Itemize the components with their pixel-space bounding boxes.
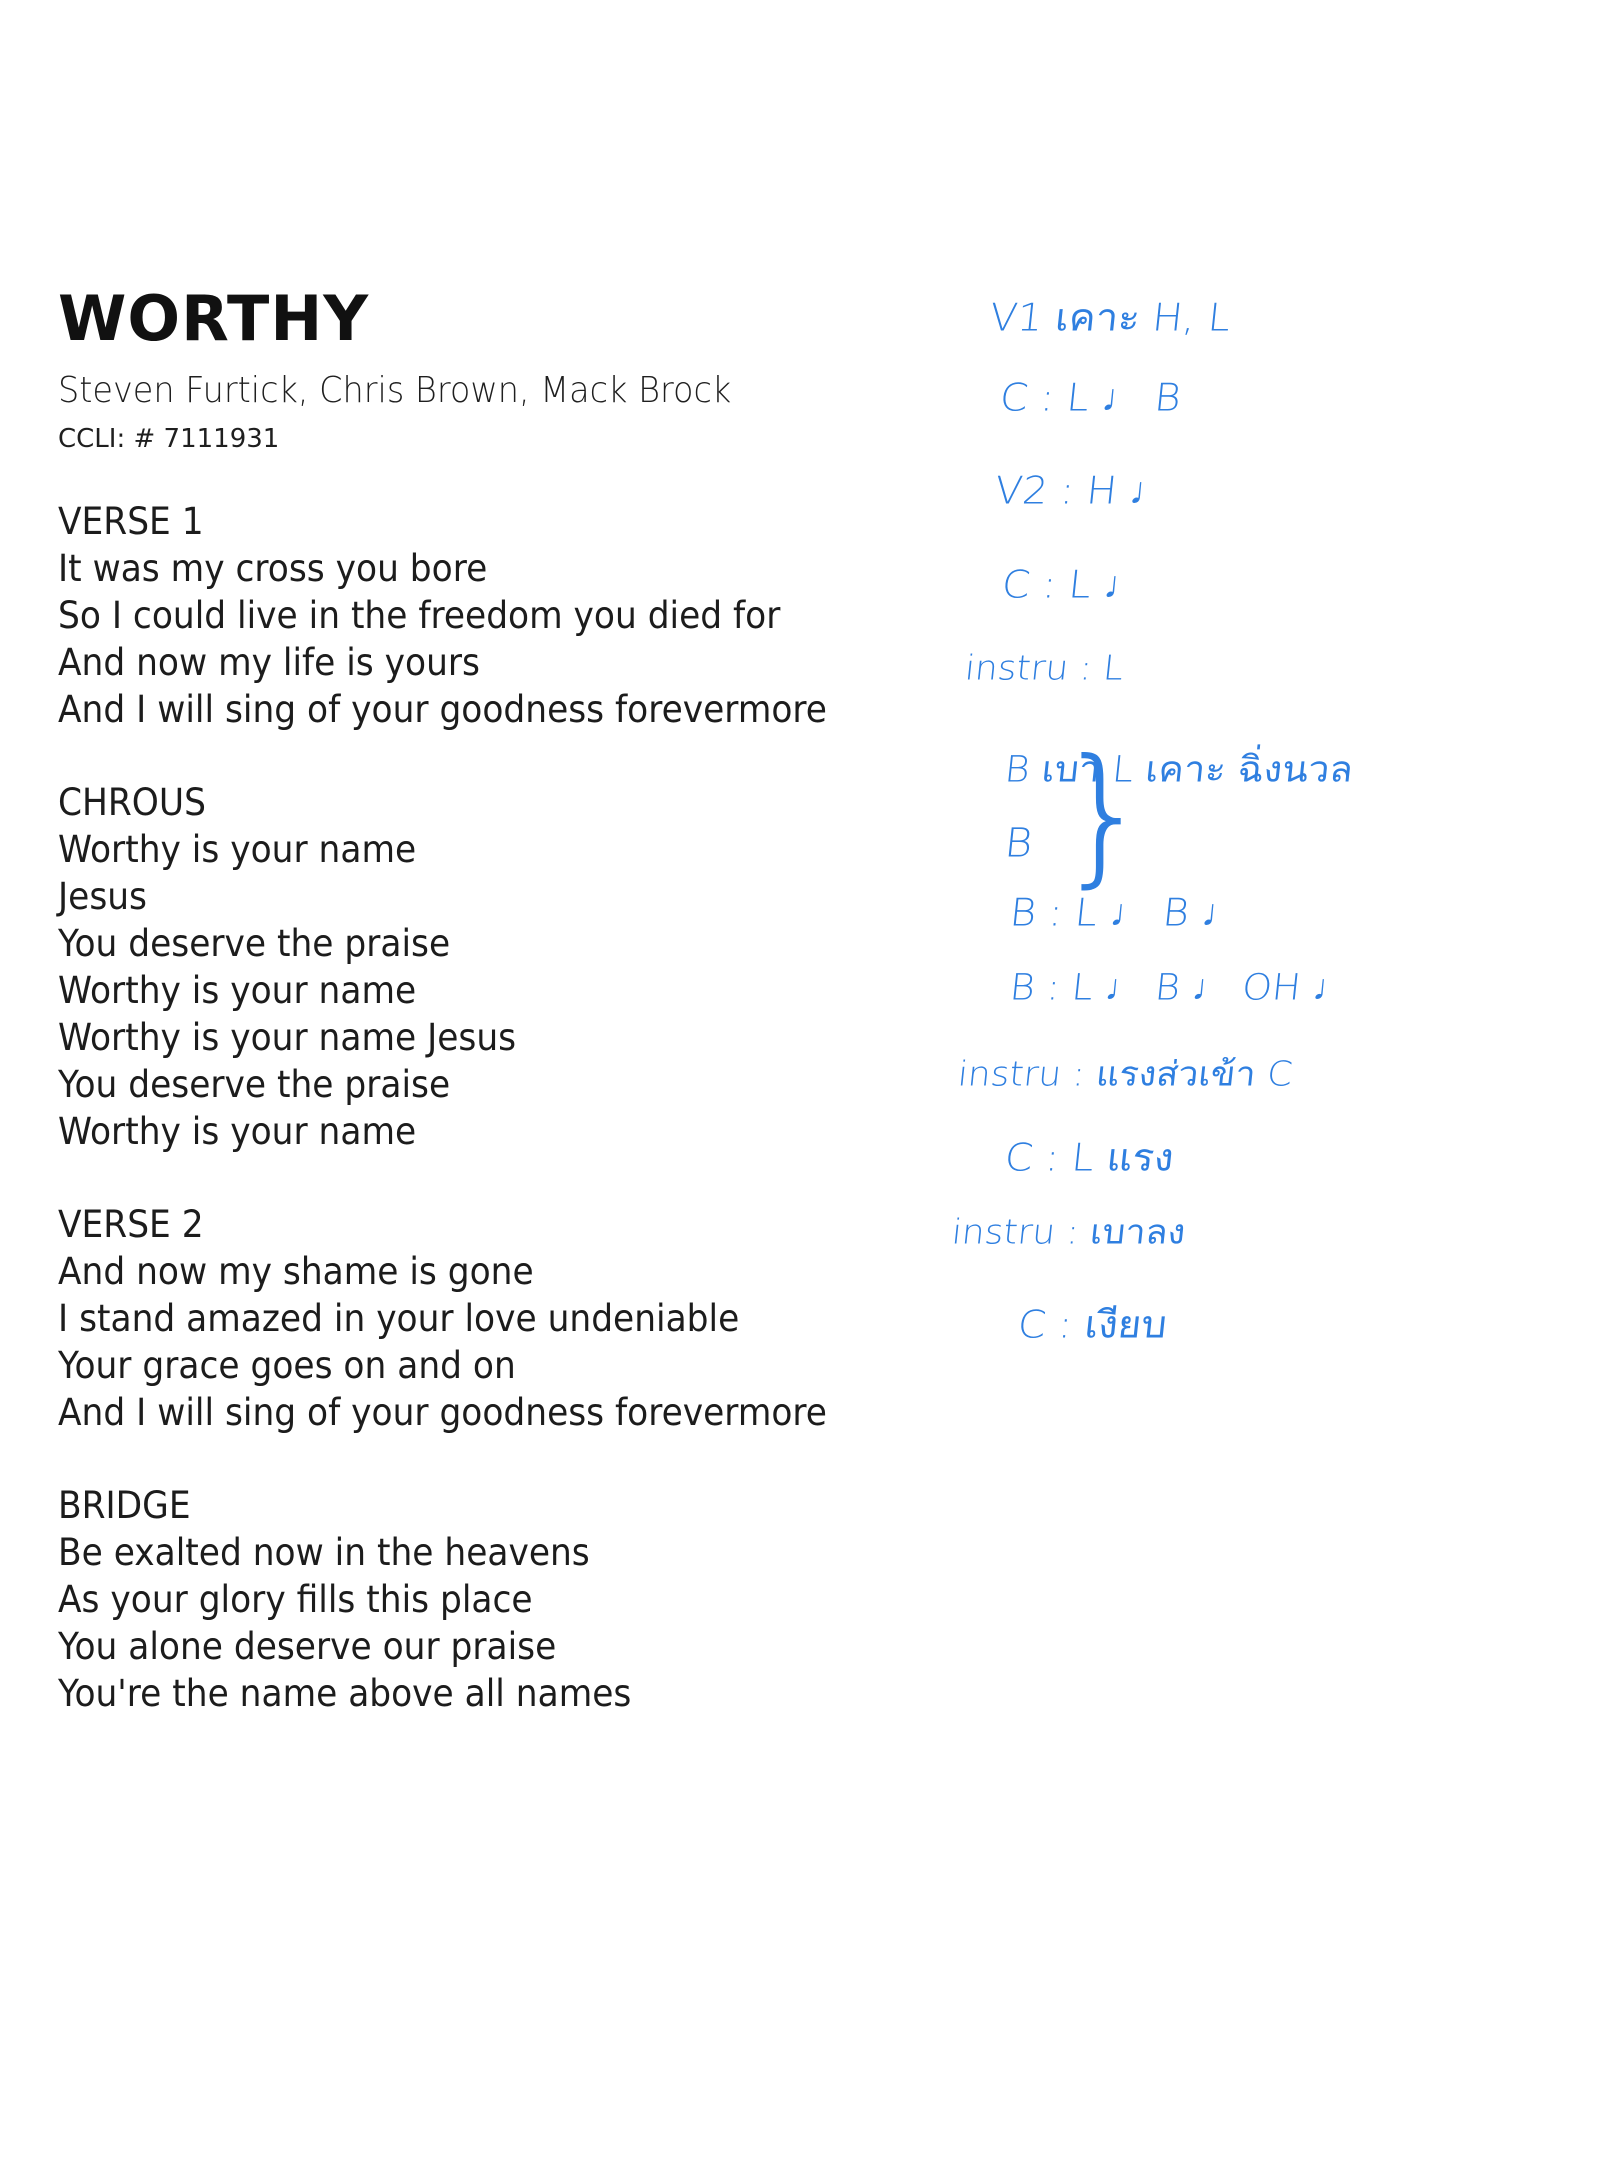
lyric-line: And now my life is yours bbox=[58, 641, 480, 684]
lyric-line: Worthy is your name bbox=[58, 969, 417, 1012]
lyric-line: It was my cross you bore bbox=[58, 547, 488, 590]
annotation-note: B bbox=[1002, 819, 1035, 866]
lyric-line: Worthy is your name Jesus bbox=[58, 1016, 517, 1059]
song-authors: Steven Furtick, Chris Brown, Mack Brock bbox=[58, 370, 732, 411]
brace-mark: } bbox=[1056, 728, 1152, 902]
lyric-line: You alone deserve our praise bbox=[58, 1625, 557, 1668]
section-heading: VERSE 1 bbox=[58, 500, 204, 543]
section-verse-2 bbox=[58, 1201, 938, 1436]
annotation-note: instru : L bbox=[962, 649, 1126, 688]
lyric-line: Be exalted now in the heavens bbox=[58, 1531, 590, 1574]
ccli-number: CCLI: # 7111931 bbox=[58, 424, 280, 454]
lyric-line: You're the name above all names bbox=[58, 1672, 632, 1715]
lyric-line: Worthy is your name bbox=[58, 1110, 417, 1153]
annotation-note: B : L ♩ B ♩ OH ♩ bbox=[1007, 966, 1354, 1008]
annotation-note: V2 : H ♩ bbox=[992, 469, 1172, 513]
lyrics-body bbox=[58, 498, 938, 1763]
section-verse-1 bbox=[58, 498, 938, 733]
section-chorus bbox=[58, 779, 938, 1155]
annotation-note: instru : แรงส่วเข้า C bbox=[955, 1054, 1295, 1094]
lyric-line: Your grace goes on and on bbox=[58, 1344, 516, 1387]
annotation-note: C : L แรง bbox=[1002, 1136, 1176, 1180]
lyric-line: And now my shame is gone bbox=[58, 1250, 534, 1293]
lyric-line: And I will sing of your goodness forevermore bbox=[58, 688, 827, 731]
lyric-line: Worthy is your name bbox=[58, 828, 417, 871]
section-bridge bbox=[58, 1482, 938, 1717]
annotation-note: V1 เคาะ H, L bbox=[987, 296, 1233, 340]
section-heading: CHROUS bbox=[58, 781, 206, 824]
lyric-line: Jesus bbox=[58, 875, 147, 918]
section-heading: VERSE 2 bbox=[58, 1203, 204, 1246]
annotation-note: instru : เบาลง bbox=[949, 1212, 1188, 1252]
lyric-line: I stand amazed in your love undeniable bbox=[58, 1297, 740, 1340]
lyric-line: As your glory fills this place bbox=[58, 1578, 533, 1621]
lyric-line: So I could live in the freedom you died for bbox=[58, 594, 781, 637]
lyric-line: You deserve the praise bbox=[58, 1063, 451, 1106]
lyric-line: You deserve the praise bbox=[58, 922, 451, 965]
annotation-note: B : L ♩ B ♩ bbox=[1007, 891, 1245, 935]
section-heading: BRIDGE bbox=[58, 1484, 191, 1527]
song-title: WORTHY bbox=[58, 282, 370, 355]
annotation-note: C : เงียบ bbox=[1015, 1303, 1170, 1347]
annotation-note: C : L ♩ B bbox=[997, 376, 1184, 420]
annotation-note: B เบา L เคาะ ฉิ่งนวล bbox=[1002, 748, 1356, 790]
annotation-note: C : L ♩ bbox=[999, 563, 1147, 607]
lyric-line: And I will sing of your goodness forevermore bbox=[58, 1391, 827, 1434]
